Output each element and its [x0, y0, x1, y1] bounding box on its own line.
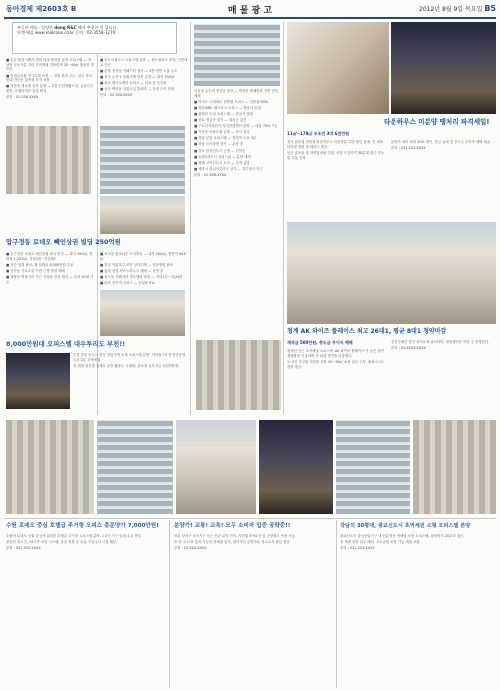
paragraph: ■ 김포 한강신도시 근생 — 선착순 [194, 148, 246, 153]
paragraph: 분양가 대비 최대 30% 할인, 잔금 유예 및 중도금 무이자 혜택 제공. [391, 140, 492, 144]
bottom-heading-1: 수원 로데오 중심 호텔급 주거형 오피스 총분양가 7,000만원! [6, 523, 159, 529]
paragraph: 청계천 인근 초역세권 오피스텔 'AK 와이즈 플레이스'가 높은 청약 경쟁률을 기록하며 전 타입 청약을 마감했다. [287, 349, 384, 358]
section-title: 매 물 광 고 [227, 6, 273, 16]
paragraph: ■ 임대수익률 연 7%대 보장 ... 현장 관리 우수, 입주 즉시 임대 가능한 실속형 투자 상품 [6, 73, 92, 83]
interior-photo [287, 22, 389, 114]
townhouse-text [287, 140, 387, 220]
building-photo [100, 126, 185, 194]
paragraph: ■ 신사동 가로수길 이면 근생 빌딩 매매 [6, 268, 65, 273]
bottom-photo [176, 420, 256, 514]
paragraph: ■ 구로디지털단지 지식산업센터 분양 — 대출 70% 가능 [194, 124, 278, 129]
paragraph: ■ 용인 수지구 전원주택 단지 분양 — 대지 330㎡ [100, 74, 175, 79]
col1-heading-a: 압구정동 로데오 빼인상권 빌딩 250억원 [6, 238, 121, 246]
col2-text [100, 58, 188, 124]
col3-text [194, 89, 280, 337]
paragraph: ■ 광화문 도심 오피스텔 — 관공서 밀집 [194, 111, 253, 116]
paragraph: 문의 : 02-3XX-XXXX [100, 93, 133, 98]
page-number: B5 [484, 4, 496, 13]
paragraph: ■ 가산동 아파트형 공장 — 즉시 입주 [194, 130, 250, 135]
bottom-heading-2: 분양가! 교통! 교육! 모두 소비자 입증 공략중!! [174, 523, 291, 529]
paragraph: 문의 : 02-556-XXXX [6, 95, 39, 100]
promo-line-2 [17, 30, 172, 35]
paragraph: ■ 여의도 국회대로 신축형 오피스 — 전용률 65% [194, 99, 269, 104]
building-photo [100, 290, 185, 336]
col-divider [336, 520, 337, 688]
building-photo [6, 126, 91, 194]
paragraph: ■ 서초동 법조타운 꼬마빌딩 — 대지 2XX㎡, 연면적 6XX㎡ [100, 252, 186, 261]
promo-brand: dong R&C [54, 25, 77, 30]
paragraph: ■ 전층 임대 완료, 월 임대료 8,500만원 수준 [6, 262, 74, 267]
promo-url[interactable]: 마켓·매물 www.realcoux.co.kr [17, 30, 74, 36]
building-photo [100, 196, 185, 234]
bottom-text-1 [6, 534, 166, 686]
building-photo [196, 340, 281, 410]
paragraph: ■ 일산 백석동 상업시설 통매각 — 임대 수익 안정 [100, 87, 175, 92]
paragraph: ■ 잠실 석촌호수 조망 상가주택 — 리모델링 완료 [100, 262, 174, 267]
paragraph: ■ 세종시 중심상업지구 상가 — 정부청사 인근 [194, 166, 263, 171]
col1-heading-b: 8,000만원대 오피스텔 대우투리도 부천!! [6, 340, 126, 348]
paragraph: 서울권 유수의 정상급 빌딩 — 역삼동 테헤란로 전면 빌딩 매매 [194, 89, 279, 98]
paragraph: 경기 남부권 전원형 타운하우스 미분양분 특별 할인 판매. 전 세대 단독형 정원 및 테라스 제공. [287, 140, 383, 149]
col-divider [169, 520, 170, 688]
promo-text: 부동산 매물 · 분양은 [17, 25, 53, 30]
masthead: 동아경제 제2603호 B [6, 5, 77, 13]
paragraph: 문의 : 02-588-XXXX [194, 172, 227, 177]
paragraph: 수원역 로데오 상권 중심에 위치한 호텔급 주거형 오피스텔 분양. 1·2인 가구 임대 수요 풍부. [6, 534, 143, 538]
bottom-photo [259, 420, 333, 514]
paragraph: 광교신도시 중심상업지구 내 신분당선 역세권 소형 오피스텔. 강남까지 20분대 접근. [340, 534, 465, 538]
promo-phone: 문의 : 02-3558-1270 [75, 30, 116, 36]
paragraph: 풀옵션 빌트인, 24시간 보안 시스템, 옥상 정원 등 특급 커뮤니티 시설 제공. [6, 540, 118, 545]
paragraph: 문의 : 031-XXX-XXXX [6, 546, 41, 551]
night-building-photo [6, 353, 70, 409]
paragraph: ■ 성수동 카페거리 리모델링 빌딩 — 지하1층~지상4층 [100, 274, 183, 279]
paragraph: 서울 강서구 마곡지구 인근 신규 분양 단지. 지하철 5·9호선 및 공항철도 이용 가능. [174, 534, 297, 538]
paragraph: 부천 중동 신도시 중심 상업지역 소재 오피스텔 분양. 지하철 7호선 신중동역 도보 2분 초역세권. [73, 353, 186, 362]
paragraph: 견본주택은 중구 을지로에 위치하며, 정당계약은 이번 주 진행된다. [391, 340, 490, 344]
bottom-photo [413, 420, 496, 514]
bottom-section-rule [4, 518, 496, 519]
col-divider [283, 22, 284, 415]
paragraph: 1~2인 가구를 겨냥한 전용 20~30㎡ 소형 위주 구성, 풀퍼니시드 옵션 제공. [287, 359, 385, 369]
paragraph: 전 세대 복층형 설계로 공간 활용도 극대화, 중소형 실투자금 3천만원대. [73, 363, 179, 368]
paragraph: ■ 역삼동 대로변 상가 분양 — 1층 근린생활시설, 유동인구 풍부, 프랜차이즈 입점 확정 [6, 84, 94, 93]
col1-text [6, 58, 94, 122]
paragraph: ■ 평택 고덕신도시 토지 — 투자 유망 [194, 160, 250, 165]
townhouse-text-2 [391, 140, 495, 220]
paragraph: ■ 동탄2신도시 상업시설 — 분양 예정 [194, 154, 251, 159]
aerial-building-photo [287, 222, 496, 324]
paragraph: ■ 분당 정자동 카페거리 상가 — 1층 전면 노출 우수 [100, 68, 178, 73]
paragraph: 인근 골프장 및 자연휴양림 인접, 서울 도심까지 30분대 접근 가능한 교통 입지. [287, 150, 384, 160]
paragraph: ■ 청담동 명품거리 인근 사옥용 건물 매각 — 주차 20대 가능 [6, 274, 94, 284]
paragraph: ■ 판교 테크노밸리 오피스 — 사옥 및 투자용 [100, 80, 167, 85]
bottom-photo [97, 420, 173, 514]
paragraph: ■ 성남 분당 오피스텔 — 정자역 도보 3분 [194, 136, 257, 141]
ak-heading: 청계 AK 와이즈 플레이스 최고 26대1, 평균 8대1 청약마감 [287, 328, 447, 335]
promo-text-b: 에서 추천한 것 입니다. [77, 25, 118, 30]
townhouse-heading: 타운하우스 미분양 땡처리 파격세일! [384, 118, 490, 126]
paragraph: 전 세대 남향 위주 배치, 호수공원 조망 가능 세대 포함. [340, 540, 421, 545]
building-photo [194, 24, 280, 86]
ak-text [287, 349, 387, 413]
bottom-text-3 [340, 534, 495, 686]
col1-text-2 [6, 252, 94, 332]
paragraph: ■ 홍대 상권 게스트하우스 매매 — 운영 중 [100, 268, 164, 273]
paragraph: 문의 : 02-XXXX-XXXX [391, 346, 426, 351]
bottom-text-2 [174, 534, 332, 686]
ak-text-2 [391, 340, 495, 412]
col1-text-3 [73, 353, 188, 411]
bottom-heading-3: 강남의 30평대, 광교신도시 초역세권 소형 오피스텔 분양 [340, 523, 471, 529]
paragraph: ■ 압구정동 로데오 메인상권 코너 빌딩 — 대지 3XX㎡, 연면적 1,2XX㎡, 지하2층~지상5층 [6, 252, 93, 261]
ak-subheading: 계약금 500만원, 중도금 무이자 혜택 [287, 340, 353, 345]
promo-box [12, 22, 177, 54]
paragraph: ■ 공급자/실거래가 대비 대폭 할인된 분양 오피스텔 — 강남역 도보 5분 거리 초역세권 전용면적 20~40㎡ 풀옵션 빌트인 [6, 58, 94, 72]
paragraph: ■ 송도국제도시 오피스텔 분양 — 센트럴파크 조망, 인천대교 인근 [100, 58, 188, 67]
paragraph: ■ 상암DMC 랜드마크 오피스 — 방송사 인접 [194, 105, 261, 110]
paragraph: ■ 종로 귀금속 상가 — 권리금 없음 [194, 118, 247, 123]
bottom-photo [6, 420, 94, 514]
paragraph: 문의 : 031-XXX-XXXX [391, 146, 426, 151]
col-divider [190, 22, 191, 415]
paragraph: 문의 : 02-XXX-XXXX [174, 546, 207, 551]
paragraph: 문의 : 031-XXX-XXXX [340, 546, 375, 551]
bottom-photo [336, 420, 410, 514]
paragraph: ■ 하남 미사강변 상가 — 분양 중 [194, 142, 244, 147]
issue-date [340, 4, 496, 16]
paragraph: ■ 마포 공덕역 오피스 — 공실률 0% [100, 281, 155, 286]
townhouse-photo [391, 22, 496, 114]
townhouse-subheading: 11㎡~178㎡ 우조건 3억 6천만원 [287, 131, 350, 136]
paragraph: 초·중·고 도보 통학 가능한 학세권 입지, 합리적인 분양가로 실수요자 관심 집중. [174, 540, 291, 545]
date-text: 2012년 8월 9일 목요일 [419, 6, 483, 13]
header-rule [4, 17, 496, 19]
